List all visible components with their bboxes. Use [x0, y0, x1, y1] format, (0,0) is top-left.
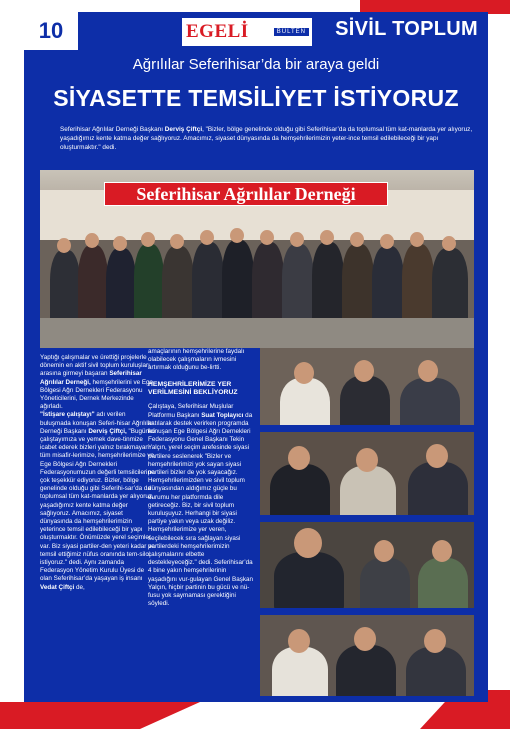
col2-text-a: amaçlarının hemşehrilerine faydalı olabilecek çalışmaların ivmesini artırmak olduğunu be-lirtti.	[148, 348, 245, 372]
red-stripe-bottom	[0, 702, 200, 729]
column-2-heading: HEMŞEHRİLERİMİZE YER VERİLMESİNİ BEKLİYORUZ	[148, 380, 238, 397]
article-panel	[24, 12, 488, 702]
column-2	[148, 348, 254, 609]
col1-text-b: hemşehrilerini ve Ege Bölgesi Ağrı Dernekleri Federasyonu Yöneticilerini, Dernek Merkezinde ağırladı.	[40, 378, 154, 411]
col1-text-d: "Bugünkü çalıştayımıza ve yemek dave-tinmize icabet ederek bizleri yalnız bırakmayan tüm misafir-lerimize, hemşehrilerimize ve Ege Bölgesi Ağrı Dernekleri Federasyonumuzun değerli temsilcilerine çok teşekkür ediyoruz. Bizler, bölge genelinde olduğu gibi Seferihi-sar’da da toplumsal tüm kat-manlarda yer alıyoruz, yaşadığımız kente katma değer sağlıyoruz. Amacımız, siyaset dünyasında da hemşehrilerimizin yeterince temsil edilebileceği bir yapı oluşturmaktır. Önümüzde yerel seçimler var. Biz siyasi partiler-den yeteri kadar ve temsil ettiğimiz nüfus oranında tem-silci istiyoruz." dedi. Aynı zamanda Federasyon Yönetim Kurulu Üyesi de olan Seferihisar’da yaşayan iş insanı	[40, 427, 156, 583]
col1-text-a: Yaptığı çalışmalar ve ürettiği projelerle dönemin en aktif sivil toplum kuruluşları arasına girmeyi başaran	[40, 354, 150, 378]
logo-subtext: BÜLTEN	[274, 28, 309, 36]
column-2-text	[148, 403, 254, 608]
col1-bold-c: Derviş Çiftçi,	[88, 427, 127, 435]
column-1-text	[40, 354, 156, 592]
publication-logo	[182, 18, 312, 46]
side-photo-2	[260, 432, 474, 515]
article-subtitle: Ağrılılar Seferihisar’da bir araya geldi	[132, 56, 380, 73]
side-photo-4	[260, 615, 474, 696]
col1-text-c: adı verilen buluşmada konuşan Seferi-hisar Ağrılılar Derneği Başkanı	[40, 411, 154, 435]
page-number: 10	[24, 12, 78, 50]
photo-crowd	[40, 230, 474, 320]
col1-bold-a: Seferihisar Ağrılılar Derneği,	[40, 370, 142, 386]
column-1	[40, 354, 156, 592]
col2-text-b: Çalıştaya, Seferihisar Muşlular Platformu Başkanı	[148, 403, 234, 419]
col1-text-e: de,	[74, 583, 85, 591]
col1-bold-d: Vedat Çiftçi	[40, 583, 75, 591]
photo-banner: Seferihisar Ağrılılar Derneği	[104, 182, 388, 206]
col2-bold-b: Suat Toplayıcı	[201, 411, 244, 419]
col1-bold-b: "İstişare çalıştayı"	[40, 411, 95, 419]
article-lead	[60, 125, 478, 152]
lead-name: Derviş Çiftçi	[164, 126, 203, 133]
lead-text: , "Bizler, bölge genelinde olduğu gibi Seferihisar’da da toplumsal tüm kat-manlarda yer alıyoruz, yaşadığımız kente katma değer sağlıyoruz. Amacımız, siyaset dünyasında da hemşehrilerimizin yeter-ince temsil edilebileceği bir yapı oluşturmaktır." dedi.	[60, 126, 473, 151]
article-headline: SİYASETTE TEMSİLİYET İSTİYORUZ	[53, 85, 459, 111]
logo-text: EGELİ	[186, 21, 249, 42]
section-title: SİVİL TOPLUM	[335, 18, 478, 40]
side-photo-1	[260, 348, 474, 425]
lead-prefix: Seferihisar Ağrılılar Derneği Başkanı	[60, 126, 165, 133]
col2-text-c: da katılarak destek verirken programda konuşan Ege Bölgesi Ağrı Dernekleri Federasyonu Genel Başkanı Tekin Yalçın, yerel seçim arefesinde siyasi partilere seslenerek "Bizler ve hemşehrilerimizi yok sayan siyasi partileri bizler de yok sayacağız. Hemşehrilerimizden ve sivil toplum dünyasından aldığımız güçle bu durumu her platformda dile getireceğiz. Biz, bir sivil toplum kuruluşuyuz. Herhangi bir siyasi partiye yakın veya uzak değiliz. Hemşehrilerimize yer veren, seçilebilecek sıra sağlayan siyasi partilerdeki hemşehrilerimizin çalışmalarını elbette destekleyeceğiz." dedi. Seferihisar’da 4 bine yakın hemşehrilerinin yaşadığını vur-gulayan Genel Başkan Yalçın, hiçbir partinin bu gücü ve nü-fusu yok saymaması gerektiğini söyledi.	[148, 411, 254, 608]
side-photo-3	[260, 522, 474, 608]
photo-ground	[40, 318, 474, 348]
group-photo	[40, 170, 474, 348]
